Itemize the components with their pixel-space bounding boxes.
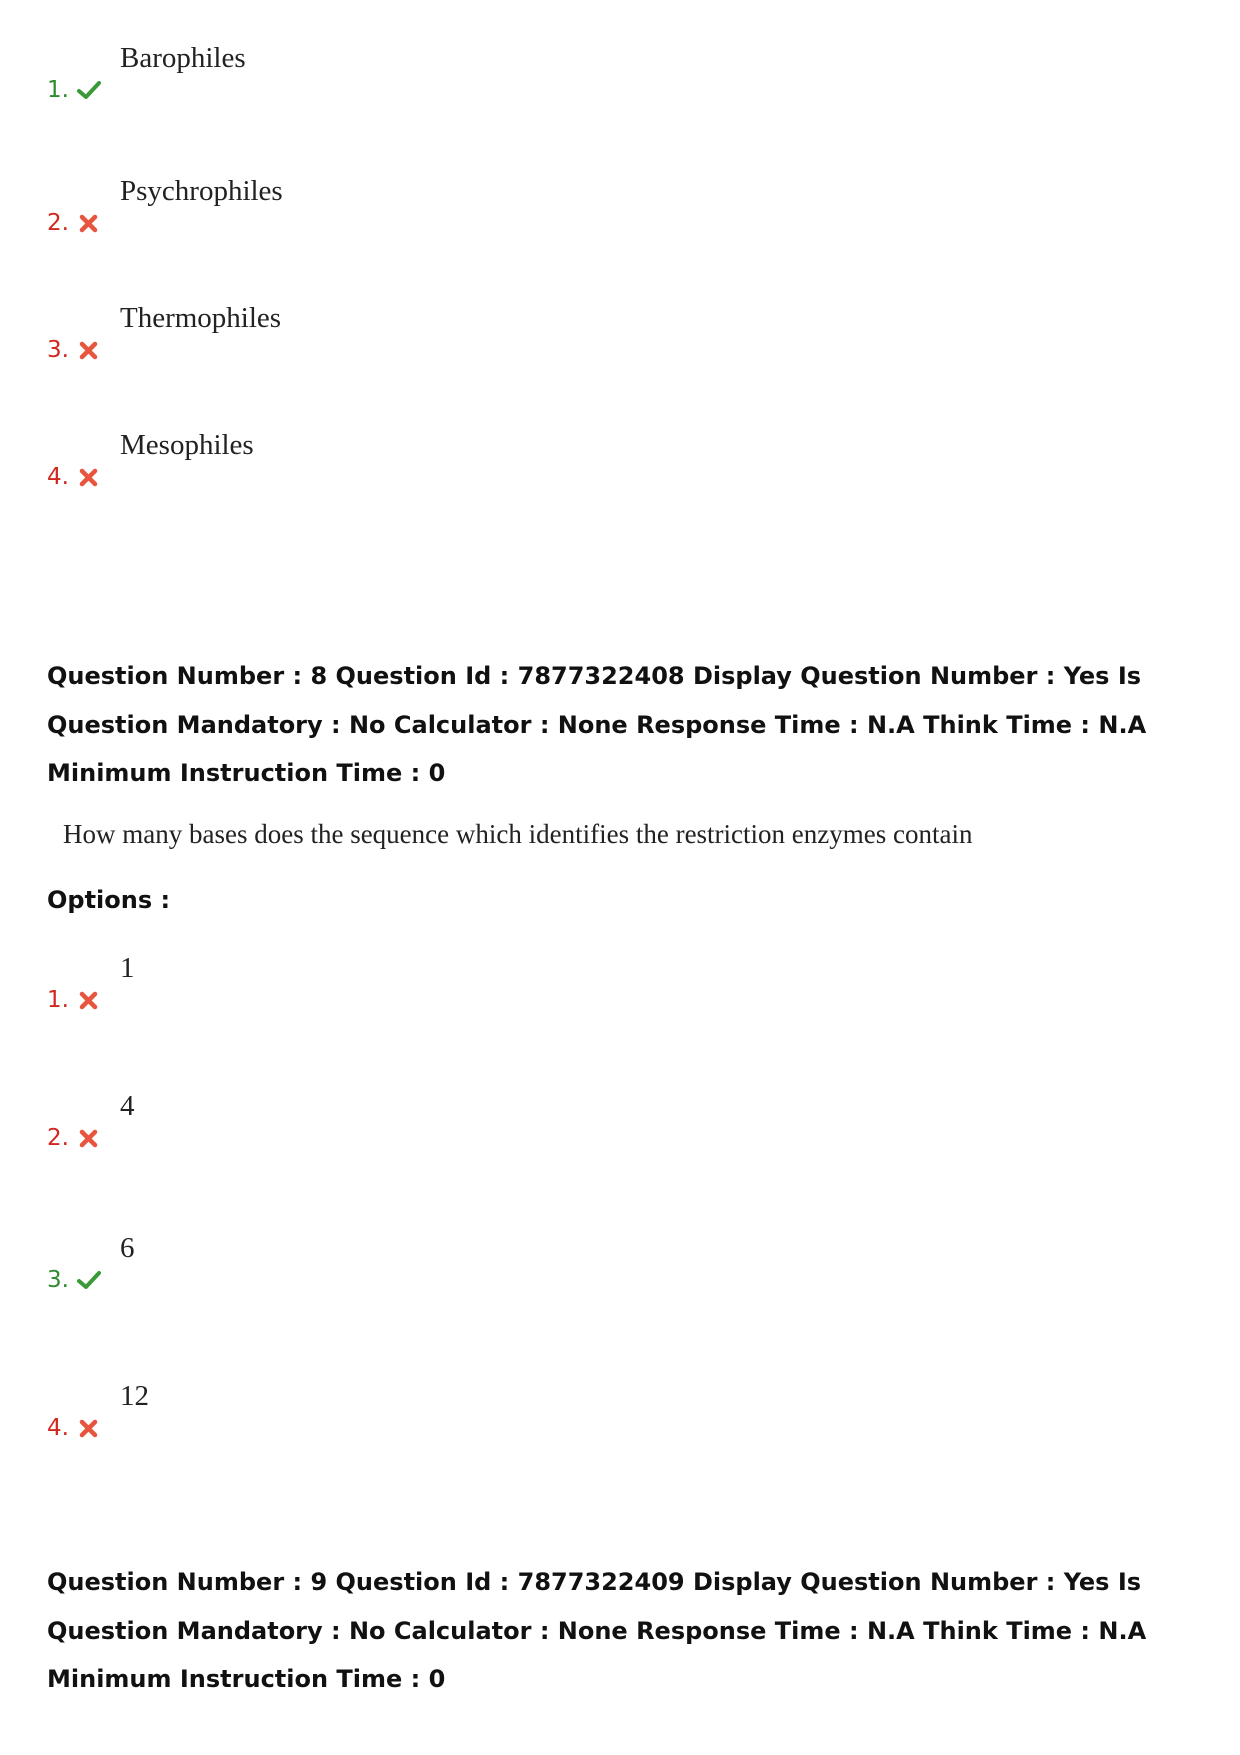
- question-8-meta: Question Number : 8 Question Id : 7877322408 Display Question Number : Yes Is Question Mandatory : No Calculator : None Response Time : N.A Think Time : N.A Minimum Instruction Time : 0: [47, 662, 1147, 787]
- q8-option-2: [47, 1090, 647, 1150]
- q8-option-1: [47, 952, 647, 1012]
- check-icon: [76, 1269, 102, 1291]
- option-number: 1.: [47, 987, 69, 1013]
- option-number: 2.: [47, 1125, 69, 1151]
- cross-icon: [76, 1127, 102, 1149]
- cross-icon: [76, 466, 102, 488]
- option-text: 1: [120, 952, 135, 984]
- option-text: Psychrophiles: [120, 175, 283, 207]
- q8-option-4: [47, 1380, 647, 1440]
- option-number: 4.: [47, 1415, 69, 1441]
- cross-icon: [76, 212, 102, 234]
- options-label: Options :: [47, 886, 171, 914]
- prev-option-2: [47, 175, 647, 235]
- question-9-meta: Question Number : 9 Question Id : 7877322409 Display Question Number : Yes Is Question Mandatory : No Calculator : None Response Time : N.A Think Time : N.A Minimum Instruction Time : 0: [47, 1568, 1147, 1693]
- option-number: 3.: [47, 1267, 69, 1293]
- cross-icon: [76, 339, 102, 361]
- option-number: 4.: [47, 464, 69, 490]
- option-number: 2.: [47, 210, 69, 236]
- cross-icon: [76, 989, 102, 1011]
- check-icon: [76, 79, 102, 101]
- option-number: 1.: [47, 77, 69, 103]
- q8-option-3: [47, 1232, 647, 1292]
- option-text: Mesophiles: [120, 429, 254, 461]
- option-text: 12: [120, 1380, 149, 1412]
- prev-option-4: [47, 429, 647, 489]
- option-number: 3.: [47, 337, 69, 363]
- prev-option-1: [47, 42, 647, 102]
- option-text: 6: [120, 1232, 135, 1264]
- question-8-text: How many bases does the sequence which identifies the restriction enzymes contain: [63, 819, 973, 849]
- prev-option-3: [47, 302, 647, 362]
- option-text: Barophiles: [120, 42, 246, 74]
- option-text: Thermophiles: [120, 302, 282, 334]
- cross-icon: [76, 1417, 102, 1439]
- option-text: 4: [120, 1090, 135, 1122]
